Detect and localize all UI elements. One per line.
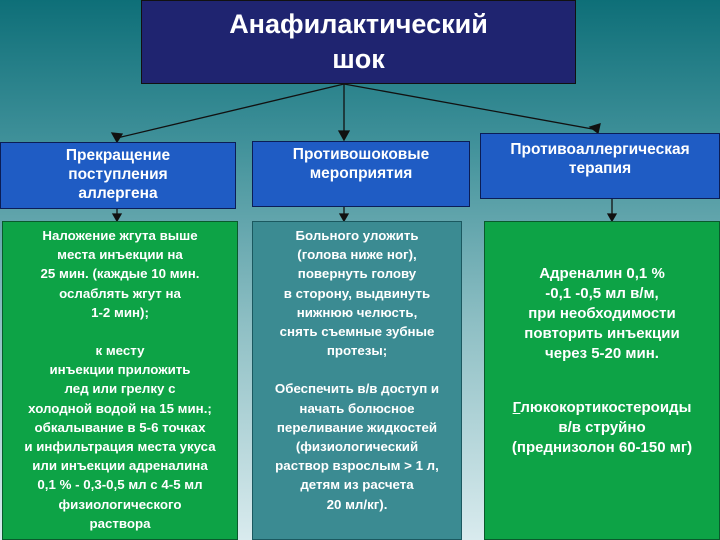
box-antishock-measures xyxy=(252,221,462,540)
body-text: лед или грелку с xyxy=(64,381,176,397)
body-text: повернуть голову xyxy=(297,266,417,282)
body-text: холодной водой на 15 мин.; xyxy=(28,400,212,416)
arrowhead-b1 xyxy=(113,214,121,221)
diagram-title xyxy=(141,0,576,84)
arrowhead-left xyxy=(112,133,122,142)
body-text: раствора xyxy=(89,515,151,531)
title-line-2: шок xyxy=(332,44,385,74)
header-text: поступления xyxy=(68,166,168,183)
body-text: Адреналин 0,1 % xyxy=(539,265,665,282)
header-stop-allergen xyxy=(0,142,236,209)
header-text: мероприятия xyxy=(309,165,413,182)
body-text: (голова ниже ног), xyxy=(297,247,417,263)
header-text: Противоаллергическая xyxy=(510,141,690,158)
body-text: нижнюю челюсть, xyxy=(296,304,418,320)
body-text: через 5-20 мин. xyxy=(545,345,659,362)
body-text: в сторону, выдвинуть xyxy=(283,285,431,301)
body-text: Обеспечить в/в доступ и xyxy=(274,381,440,397)
body-text: Больного уложить xyxy=(295,228,419,243)
body-text: инъекции приложить xyxy=(49,362,191,378)
body-text: (преднизолон 60-150 мг) xyxy=(511,439,693,456)
body-text: ослаблять жгут на xyxy=(59,285,181,301)
body-text: 20 мл/кг). xyxy=(326,496,388,512)
body-text: 0,1 % - 0,3-0,5 мл с 4-5 мл xyxy=(37,477,203,493)
arrowhead-b3 xyxy=(608,214,616,221)
body-text: (физиологический xyxy=(295,439,419,455)
connector-title-left xyxy=(117,84,344,138)
body-text: при необходимости xyxy=(528,305,676,322)
body-text: обкалывание в 5-6 точках xyxy=(34,419,206,435)
body-text: или инъекции адреналина xyxy=(32,458,208,474)
arrowhead-center xyxy=(339,131,349,140)
body-text: протезы; xyxy=(326,343,388,359)
title-line-1: Анафилактический xyxy=(229,9,488,39)
body-text: 1-2 мин); xyxy=(91,304,149,320)
body-text: к месту xyxy=(95,343,145,359)
body-text: в/в струйно xyxy=(558,419,646,436)
body-text: переливание жидкостей xyxy=(276,419,438,435)
body-text: раствор взрослым > 1 л, xyxy=(275,458,439,474)
body-text: 25 мин. (каждые 10 мин. xyxy=(40,266,200,282)
arrowhead-b2 xyxy=(340,214,348,221)
body-text: и инфильтрация места укуса xyxy=(24,439,216,455)
header-text: терапия xyxy=(568,160,632,177)
header-text: Противошоковые xyxy=(292,146,430,163)
header-text: Прекращение xyxy=(65,147,171,164)
header-antishock xyxy=(252,141,470,207)
arrowhead-right xyxy=(590,124,600,133)
body-text: Наложение жгута выше xyxy=(42,228,198,243)
body-text: повторить инъекции xyxy=(524,325,680,342)
box-stop-allergen-measures xyxy=(2,221,238,540)
body-text: детям из расчета xyxy=(300,477,414,493)
header-antiallergic-therapy xyxy=(480,133,720,199)
body-text: снять съемные зубные xyxy=(279,324,435,340)
body-text: начать болюсное xyxy=(299,400,415,416)
body-text: физиологического xyxy=(58,496,182,512)
header-text: аллергена xyxy=(78,185,158,202)
body-text: -0,1 -0,5 мл в/м, xyxy=(545,285,659,302)
connector-title-right xyxy=(344,84,598,130)
body-text: места инъекции на xyxy=(57,247,183,263)
body-text: Глюкокортикостероиды xyxy=(512,399,692,416)
box-antiallergic-therapy xyxy=(484,221,720,540)
